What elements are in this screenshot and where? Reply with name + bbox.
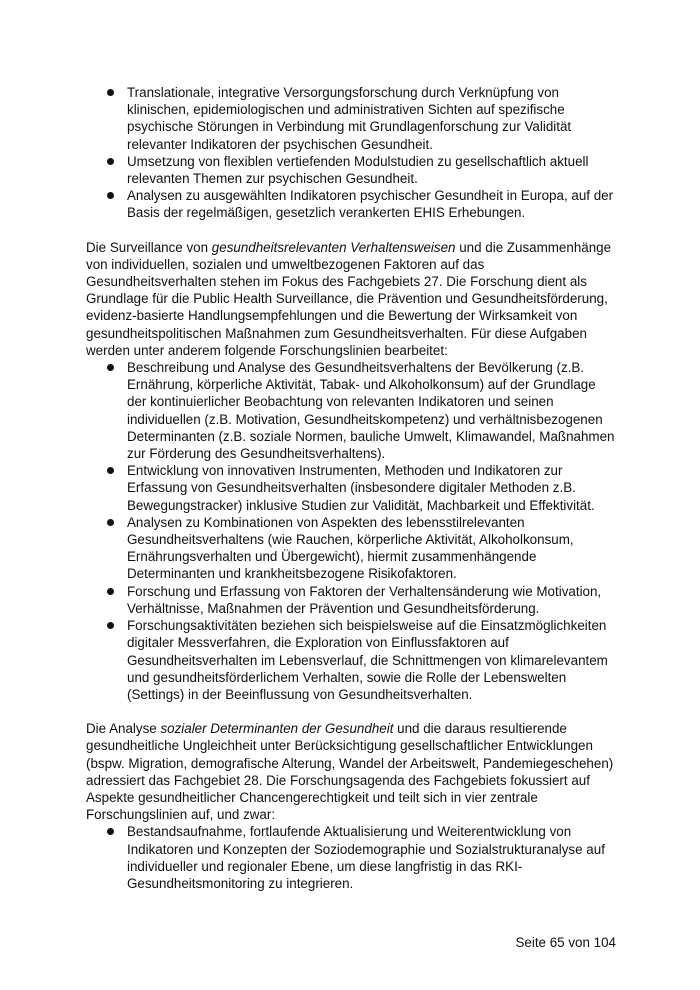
page-number: Seite 65 von 104	[515, 935, 616, 950]
bullet-icon	[107, 89, 114, 96]
health-behavior-research-list	[86, 359, 618, 703]
bullet-icon	[107, 588, 114, 595]
list-item: Forschung und Erfassung von Faktoren der Verhaltensänderung wie Motivation, Verhältnisse, Maßnahmen der Prävention und Gesundheitsförderung.	[86, 583, 618, 617]
behavior-surveillance-paragraph: Die Surveillance von gesundheitsrelevanten Verhaltensweisen und die Zusammenhänge von individuellen, sozialen und umweltbezogenen Faktoren auf das Gesundheitsverhalten stehen im Fokus des Fachgebiets 27. Die Forschung dient als Grundlage für die Public Health Surveillance, die Prävention und Gesundheitsförderung, evidenz-basierte Handlungsempfehlungen und die Bewertung der Wirksamkeit von gesundheitspolitischen Maßnahmen zum Gesundheitsverhalten. Für diese Aufgaben werden unter anderem folgende Forschungslinien bearbeitet:	[86, 239, 612, 358]
bullet-icon	[107, 467, 114, 474]
list-item: Beschreibung und Analyse des Gesundheitsverhaltens der Bevölkerung (z.B. Ernährung, körperliche Aktivität, Tabak- und Alkoholkonsum) auf der Grundlage der kontinuierlicher Beobachtung von relevanten Indikatoren und seinen individuellen (z.B. Motivation, Gesundheitskompetenz) und verhältnisbezogenen Determinanten (z.B. soziale Normen, bauliche Umwelt, Klimawandel, Maßnahmen zur Förderung des Gesundheitsverhaltens).	[86, 359, 618, 462]
list-item: Forschungsaktivitäten beziehen sich beispielsweise auf die Einsatzmöglichkeiten digitaler Messverfahren, die Exploration von Einflussfaktoren auf Gesundheitsverhalten im Lebensverlauf, die Schnittmengen von klimarelevantem und gesundheitsförderlichem Verhalten, sowie die Rolle der Lebenswelten (Settings) in der Beeinflussung von Gesundheitsverhalten.	[86, 617, 618, 703]
list-item: Analysen zu Kombinationen von Aspekten des lebensstilrelevanten Gesundheitsverhaltens (wie Rauchen, körperliche Aktivität, Alkoholkonsum, Ernährungsverhalten und Übergewicht), hiermit zusammenhängende Determinanten und krankheitsbezogene Risikofaktoren.	[86, 514, 618, 583]
mental-health-research-list	[86, 84, 618, 222]
bullet-icon	[107, 519, 114, 526]
page-content	[86, 84, 618, 892]
emphasis-text: gesundheitsrelevanten Verhaltensweisen	[211, 239, 456, 255]
list-item: Entwicklung von innovativen Instrumenten, Methoden und Indikatoren zur Erfassung von Gesundheitsverhalten (insbesondere digitaler Methoden z.B. Bewegungstracker) inklusive Studien zur Validität, Machbarkeit und Effektivität.	[86, 462, 618, 514]
bullet-icon	[107, 622, 114, 629]
social-determinants-research-list	[86, 823, 618, 892]
paragraph-spacer	[86, 703, 618, 720]
bullet-icon	[107, 828, 114, 835]
list-item: Bestandsaufnahme, fortlaufende Aktualisierung und Weiterentwicklung von Indikatoren und Konzepten der Soziodemographie und Sozialstrukturanalyse auf individueller und regionaler Ebene, um diese langfristig in das RKI-Gesundheitsmonitoring zu integrieren.	[86, 823, 618, 892]
paragraph-spacer	[86, 222, 618, 239]
list-item: Umsetzung von flexiblen vertiefenden Modulstudien zu gesellschaftlich aktuell relevanten Themen zur psychischen Gesundheit.	[86, 153, 618, 187]
bullet-icon	[107, 192, 114, 199]
list-item: Translationale, integrative Versorgungsforschung durch Verknüpfung von klinischen, epidemiologischen und administrativen Sichten auf spezifische psychische Störungen in Verbindung mit Grundlagenforschung zur Validität relevanter Indikatoren der psychischen Gesundheit.	[86, 84, 618, 153]
bullet-icon	[107, 158, 114, 165]
emphasis-text: sozialer Determinanten der Gesundheit	[160, 721, 394, 737]
social-determinants-paragraph: Die Analyse sozialer Determinanten der Gesundheit und die daraus resultierende gesundheitliche Ungleichheit unter Berücksichtigung gesellschaftlicher Entwicklungen (bspw. Migration, demografische Alterung, Wandel der Arbeitswelt, Pandemiegeschehen) adressiert das Fachgebiet 28. Die Forschungsagenda des Fachgebiets fokussiert auf Aspekte gesundheitlicher Chancengerechtigkeit und teilt sich in vier zentrale Forschungslinien auf, und zwar:	[86, 721, 614, 823]
bullet-icon	[107, 364, 114, 371]
list-item: Analysen zu ausgewählten Indikatoren psychischer Gesundheit in Europa, auf der Basis der regelmäßigen, gesetzlich verankerten EHIS Erhebungen.	[86, 187, 618, 221]
